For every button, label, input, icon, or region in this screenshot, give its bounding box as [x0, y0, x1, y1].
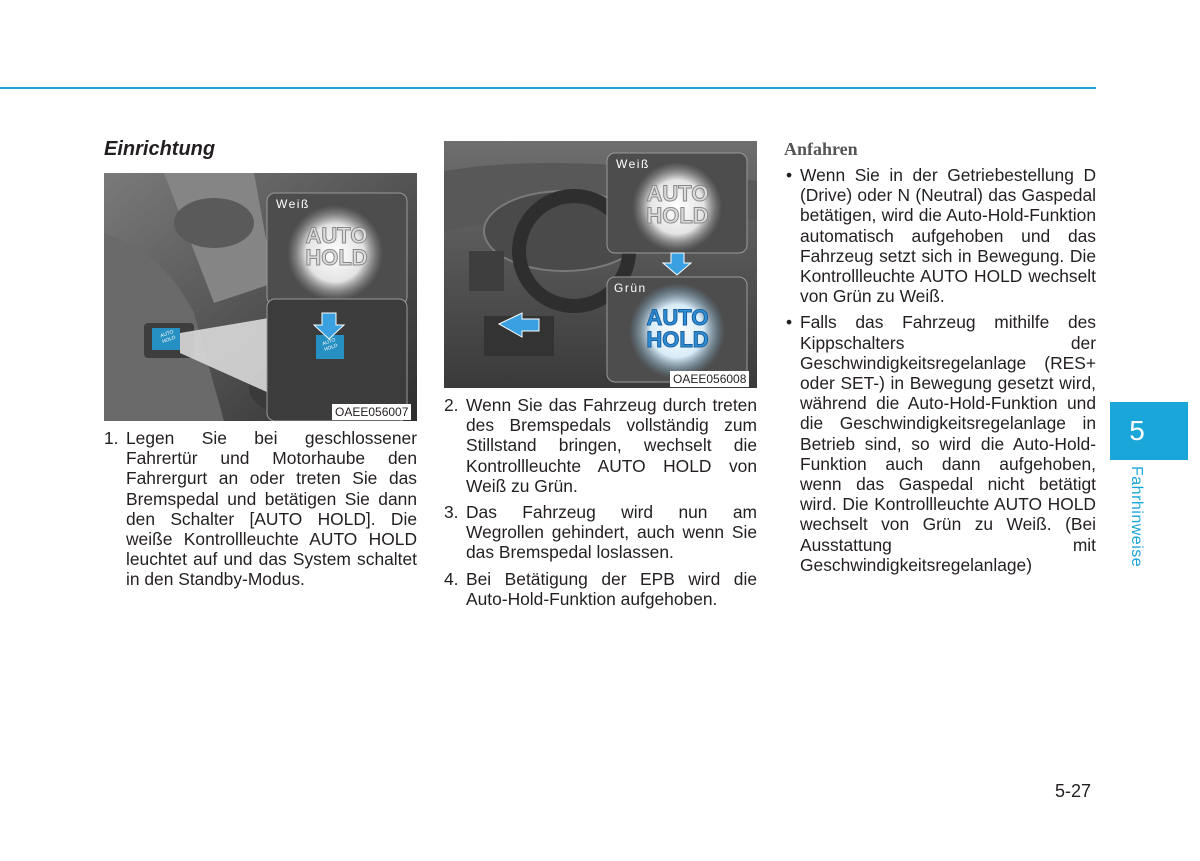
- list-item: [104, 428, 417, 590]
- list-number: 2.: [444, 395, 459, 415]
- switch-label-zoom: AUTO HOLD: [321, 336, 339, 354]
- page-number: 5-27: [1055, 781, 1092, 801]
- auto-hold-indicator-green: AUTO HOLD: [646, 305, 709, 352]
- list-item: [444, 395, 757, 496]
- subsection-title: Anfahren: [784, 139, 858, 159]
- section-title: Einrichtung: [104, 138, 216, 160]
- list-number: 3.: [444, 502, 459, 523]
- bullet-icon: •: [786, 312, 793, 333]
- panel-label-white: Weiß: [276, 197, 310, 211]
- switch-label: AUTO HOLD: [159, 328, 177, 346]
- header-rule: [0, 87, 1096, 89]
- column-right: [784, 165, 1096, 581]
- list-text: Legen Sie bei geschlossener Fahrertür und Motorhaube den Fahrergurt an oder treten Sie das Bremspedal und betätigen Sie dann den Schalter [AUTO HOLD]. Die weiße Kontrollleuchte AUTO HOLD leuchtet auf und das System schaltet in den Standby-Modus.: [126, 428, 417, 590]
- list-text: Das Fahrzeug wird nun am Wegrollen gehindert, auch wenn Sie das Bremspedal loslassen.: [466, 502, 757, 563]
- panel-label-green: Grün: [614, 281, 647, 295]
- column-left: [104, 428, 417, 596]
- chapter-number: 5: [1129, 415, 1145, 446]
- list-text: Bei Betätigung der EPB wird die Auto-Hold-Funktion aufgehoben.: [466, 568, 757, 609]
- figure-dashboard-indicator: [444, 141, 757, 388]
- chapter-label: Fahrhinweise: [1128, 466, 1145, 568]
- list-text: Wenn Sie in der Getriebestellung D (Drive) oder N (Neutral) das Gaspedal betätigen, wird die Auto-Hold-Funktion automatisch aufgehoben und das Fahrzeug setzt sich in Bewegung. Die Kontrollleuchte AUTO HOLD wechselt von Grün zu Weiß.: [800, 165, 1096, 307]
- list-number: 1.: [104, 428, 119, 448]
- chapter-tab: [1110, 402, 1188, 460]
- list-text: Falls das Fahrzeug mithilfe des Kippschalters der Geschwindigkeitsregelanlage (RES+ oder SET-) in Bewegung gesetzt wird, während die Auto-Hold-Funktion und die Geschwindigkeitsregelanlage in Betrieb sind, so wird die Auto-Hold-Funktion auch dann aufgehoben, wenn das Gaspedal nicht betätigt wird. Die Kontrollleuchte AUTO HOLD wechselt von Grün zu Weiß. (Bei Ausstattung mit Geschwindigkeitsregelanlage): [800, 312, 1096, 575]
- list-number: 4.: [444, 568, 459, 589]
- bullet-icon: •: [786, 165, 793, 185]
- panel-label-white: Weiß: [616, 157, 650, 171]
- list-text: Wenn Sie das Fahrzeug durch treten des Bremspedals vollständig zum Stillstand bringen, wechselt die Kontrollleuchte AUTO HOLD von Weiß zu Grün.: [466, 395, 757, 496]
- list-item: [784, 312, 1096, 575]
- list-item: [784, 165, 1096, 306]
- auto-hold-indicator-white: AUTO HOLD: [646, 181, 709, 228]
- figure-code: OAEE056008: [670, 371, 749, 387]
- column-middle: [444, 395, 757, 615]
- auto-hold-indicator-white: AUTO HOLD: [305, 223, 368, 270]
- figure-code: OAEE056007: [332, 404, 411, 420]
- list-item: [444, 569, 757, 609]
- list-item: [444, 502, 757, 563]
- figure-auto-hold-switch: [104, 173, 417, 421]
